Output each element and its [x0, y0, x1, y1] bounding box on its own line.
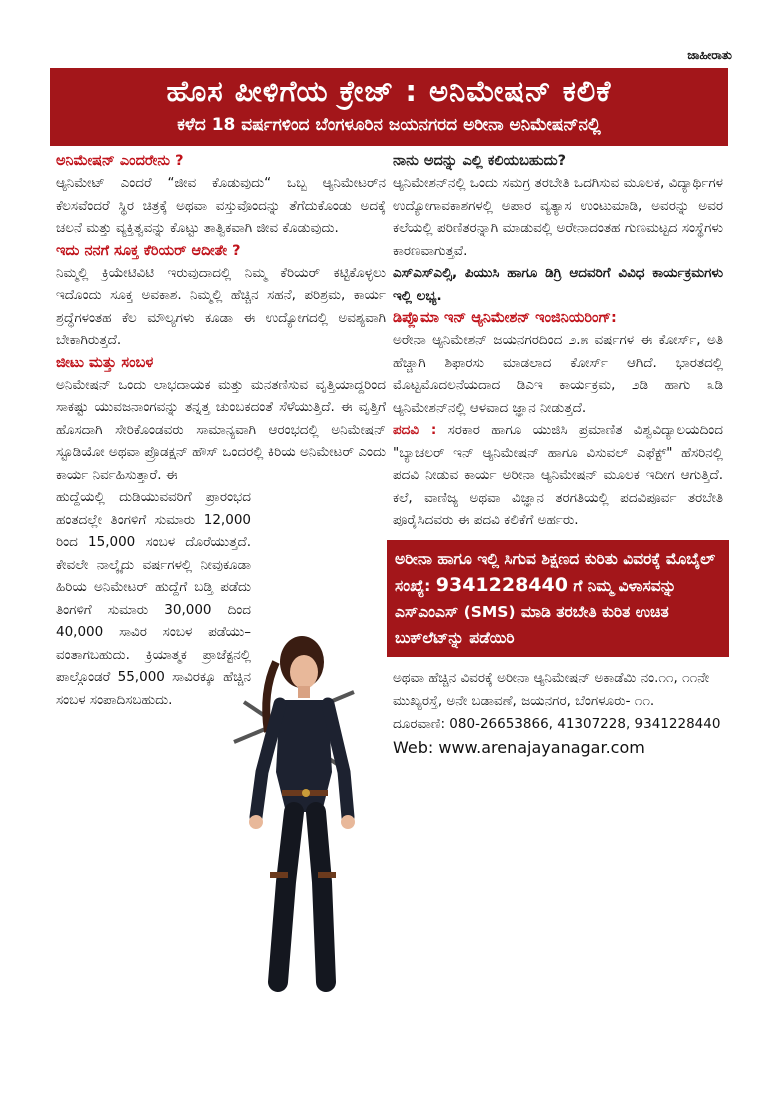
cta-text-after: ಗೆ ನಿಮ್ಮ ವಿಳಾಸವನ್ನು ಎಸ್ಎಂಎಸ್ (SMS) ಮಾಡಿ ತರಬೇತಿ ಕುರಿತ ಉಚಿತ ಬುಕ್‌ಲೆಟ್‌ನ್ನು ಪಡೆಯಿರಿ — [395, 576, 677, 647]
job-salary-body: ಅನಿಮೇಷನ್ ಒಂದು ಲಾಭದಾಯಕ ಮತ್ತು ಮನತಣಿಸುವ ವೃತ್ತಿಯಾದ್ದರಿಂದ ಸಾಕಷ್ಟು ಯುವಜನಾಂಗವನ್ನು ತನ್ನತ್ತ ಚುಂಬಕದಂತೆ ಸೆಳೆಯುತ್ತಿದೆ. ಈ ವೃತ್ತಿಗೆ ಹೊಸದಾಗಿ ಸೇರಿಕೊಂಡವರು ಸಾಮಾನ್ಯವಾಗಿ ಆರಂಭದಲ್ಲಿ ಅನಿಮೇಷನ್ ಸ್ಟೂಡಿಯೋ ಅಥವಾ ಪ್ರೊಡಕ್ಷನ್ ಹೌಸ್ ಒಂದರಲ್ಲಿ ಕಿರಿಯ ಅನಿಮೇಟರ್ ಎಂದು ಕಾರ್ಯ ನಿರ್ವಹಿಸುತ್ತಾರೆ. ಈ — [56, 376, 386, 483]
cta-phone-number[interactable]: 9341228440 — [435, 573, 568, 596]
degree-heading: ಪದವಿ : — [393, 422, 437, 438]
where-to-learn-heading: ನಾನು ಅದನ್ನು ಎಲ್ಲಿ ಕಲಿಯಬಹುದು? — [393, 153, 566, 169]
eligibility-note: ಎಸ್ಎಸ್ಎಲ್ಸಿ, ಪಿಯುಸಿ ಹಾಗೂ ಡಿಗ್ರಿ ಆದವರಿಗೆ ವಿವಿಧ ಕಾರ್ಯಕ್ರಮಗಳು ಇಲ್ಲಿ ಲಭ್ಯ. — [393, 265, 723, 304]
diploma-body: ಅರೇನಾ ಆ್ಯನಿಮೇಶನ್ ಜಯನಗರದಿಂದ ೨.೫ ವರ್ಷಗಳ ಈ ಕೋರ್ಸ್, ಅತಿ ಹೆಚ್ಚಾಗಿ ಶಿಫಾರಸು ಮಾಡಲಾದ ಕೋರ್ಸ್ ಆಗಿದೆ. ಭಾರತದಲ್ಲಿ ಮೊಟ್ಟಮೊದಲನೆಯದಾದ ಡಿಎಇ ಕಾರ್ಯಕ್ರಮ, ೨ಡಿ ಹಾಗು ೩ಡಿ ಆ್ಯನಿಮೇಶನ್‌ನಲ್ಲಿ ಆಳವಾದ ಜ್ಞಾನ ನೀಡುತ್ತದೆ. — [393, 332, 723, 416]
academy-address: ಅಥವಾ ಹೆಚ್ಚಿನ ವಿವರಕ್ಕೆ ಅರೀನಾ ಆ್ಯನಿಮೇಷನ್ ಅಕಾಡೆಮಿ ನಂ.೧೧, ೧೧ನೇ ಮುಖ್ಯರಸ್ತೆ, ಅನೇ ಬಡಾವಣೆ, ಜಯನಗರ, ಬೆಂಗಳೂರು- ೧೧. — [393, 669, 710, 709]
what-is-animation-body: ಆ್ಯನಿಮೇಟ್ ಎಂದರೆ “ಜೀವ ಕೊಡುವುದು“ ಒಬ್ಬ ಆ್ಯನಿಮೇಟರ್‌ನ ಕೆಲಸವೆಂದರೆ ಸ್ಥಿರ ಚಿತ್ರಕ್ಕೆ ಅಥವಾ ವಸ್ತುವೊಂದನ್ನು ತೆಗೆದುಕೊಂಡು ಅದಕ್ಕೆ ಚಲನೆ ಮತ್ತು ವ್ಯಕ್ತಿತ್ವವನ್ನು ಕೊಟ್ಟು ತಾತ್ವಿಕವಾಗಿ ಜೀವ ಕೊಡುವುದು. — [56, 175, 386, 236]
what-is-animation-heading: ಅನಿಮೇಷನ್ ಎಂದರೇನು ? — [56, 153, 184, 169]
animated-character-illustration — [214, 622, 364, 1002]
degree-paragraph — [393, 419, 723, 532]
right-column — [393, 150, 723, 760]
advertisement-label: ಜಾಹೀರಾತು — [687, 48, 732, 62]
headline-banner — [50, 68, 728, 146]
cta-text-before: ಅರೀನಾ ಹಾಗೂ ಇಲ್ಲಿ ಸಿಗುವ ಶಿಕ್ಷಣದ ಕುರಿತು ವಿವರಕ್ಕೆ ಮೊಬೈಲ್ ಸಂಖ್ಯೆ: — [395, 549, 716, 595]
degree-body: ಸರಕಾರ ಹಾಗೂ ಯುಜಿಸಿ ಪ್ರಮಾಣಿತ ವಿಶ್ವವಿದ್ಯಾಲಯದಿಂದ "ಬ್ಯಾಚಲರ್ ಇನ್ ಆ್ಯನಿಮೇಷನ್ ಹಾಗೂ ವಿಸುವಲ್ ಎಫೆಕ್ಟ್" ಹೆಸರಿನಲ್ಲಿ ಪದವಿ ನೀಡುವ ಕಾರ್ಯ ಅರೀನಾ ಆ್ಯನಿಮೇಷನ್ ಮೂಲಕ ಇದೀಗ ಆಗುತ್ತಿದೆ. ಕಲೆ, ವಾಣಿಜ್ಯ ಅಥವಾ ವಿಜ್ಞಾನ ತರಗತಿಯಲ್ಲಿ ಪದವಿಪೂರ್ವ ತರಬೇತಿ ಪೂರೈಸಿದವರು ಈ ಪದವಿ ಕಲಿಕೆಗೆ ಅರ್ಹರು. — [393, 422, 724, 528]
job-salary-heading: ಜೀಟು ಮತ್ತು ಸಂಬಳ — [56, 354, 154, 371]
headline-title: ಹೊಸ ಪೀಳಿಗೆಯ ಕ್ರೇಜ್ : ಅನಿಮೇಷನ್ ಕಲಿಕೆ — [166, 74, 612, 108]
career-fit-body: ನಿಮ್ಮಲ್ಲಿ ಕ್ರಿಯೇಟಿವಿಟಿ ಇರುವುದಾದಲ್ಲಿ ನಿಮ್ಮ ಕೆರಿಯರ್ ಕಟ್ಟಿಕೊಳ್ಳಲು ಇದೊಂದು ಸೂಕ್ತ ಅವಕಾಶ. ನಿಮ್ಮಲ್ಲಿ ಹೆಚ್ಚಿನ ಸಹನೆ, ಪರಿಶ್ರಮ, ಕಾರ್ಯ ಶ್ರದ್ಧೆಗಳಂತಹ ಕೆಲ ಮೌಲ್ಯಗಳು ಕೂಡಾ ಈ ಉದ್ಯೋಗದಲ್ಲಿ ಅವಶ್ಯವಾಗಿ ಬೇಕಾಗಿರುತ್ತದೆ. — [56, 264, 386, 348]
sms-call-to-action — [387, 540, 729, 657]
where-to-learn-body: ಆ್ಯನಿಮೇಶನ್‌ನಲ್ಲಿ ಒಂದು ಸಮಗ್ರ ತರಬೇತಿ ಒದಗಿಸುವ ಮೂಲಕ, ವಿದ್ಯಾರ್ಥಿಗಳ ಉದ್ಯೋಗಾವಕಾಶಗಳಲ್ಲಿ ಅಪಾರ ವ್ಯತ್ಯಾಸ ಉಂಟುಮಾಡಿ, ಅವರನ್ನು ಅವರ ಕಲೆಯಲ್ಲಿ ಪರಿಣಿತರನ್ನಾಗಿ ಮಾಡುವಲ್ಲಿ ಅರೇನಾದಂತಹ ಗುಣಮಟ್ಟದ ಸಂಸ್ಥೆಗಳು ಕಾರಣವಾಗುತ್ತವೆ. — [393, 175, 723, 259]
website-link[interactable]: Web: www.arenajayanagar.com — [393, 737, 645, 757]
career-fit-heading: ಇದು ನನಗೆ ಸೂಕ್ತ ಕೆರಿಯರ್ ಆದೀತೇ ? — [56, 242, 241, 259]
job-salary-body-continued: ಹುದ್ದೆಯಲ್ಲಿ ದುಡಿಯುವವರಿಗೆ ಪ್ರಾರಂಭದ ಹಂತದಲ್ಲೇ ತಿಂಗಳಿಗೆ ಸುಮಾರು 12,000 ರಿಂದ 15,000 ಸಂಬಳ ದೊರೆಯುತ್ತದೆ. ಕೇವಲೇ ನಾಲ್ಕೈದು ವರ್ಷಗಳಲ್ಲಿ ನೀವುಕೂಡಾ ಹಿರಿಯ ಅನಿಮೇಟರ್ ಹುದ್ದೆಗೆ ಬಡ್ತಿ ಪಡೆದು ತಿಂಗಳಿಗೆ ಸುಮಾರು 30,000 ದಿಂದ 40,000 ಸಾವಿರ ಸಂಬಳ ಪಡೆಯು–ವಂತಾಗಬಹುದು. ಕ್ರಿಯಾತ್ಮಕ ಪ್ರಾಜೆಕ್ಟನಲ್ಲಿ ಪಾಲ್ಗೊಂಡರೆ 55,000 ಸಾವಿರಕ್ಕೂ ಹೆಚ್ಚಿನ ಸಂಬಳ ಸಂಪಾದಿಸಬಹುದು. — [56, 489, 251, 708]
diploma-heading: ಡಿಪ್ಲೊಮಾ ಇನ್ ಆ್ಯನಿಮೇಶನ್ ಇಂಜಿನಿಯರಿಂಗ್: — [393, 310, 617, 326]
headline-subtitle: ಕಳೆದ 18 ವರ್ಷಗಳಿಂದ ಬೆಂಗಳೂರಿನ ಜಯನಗರದ ಅರೀನಾ ಅನಿಮೇಷನ್‌ನಲ್ಲಿ — [177, 115, 601, 135]
phone-numbers[interactable]: ದೂರವಾಣಿ: 080-26653866, 41307228, 9341228440 — [393, 715, 721, 732]
